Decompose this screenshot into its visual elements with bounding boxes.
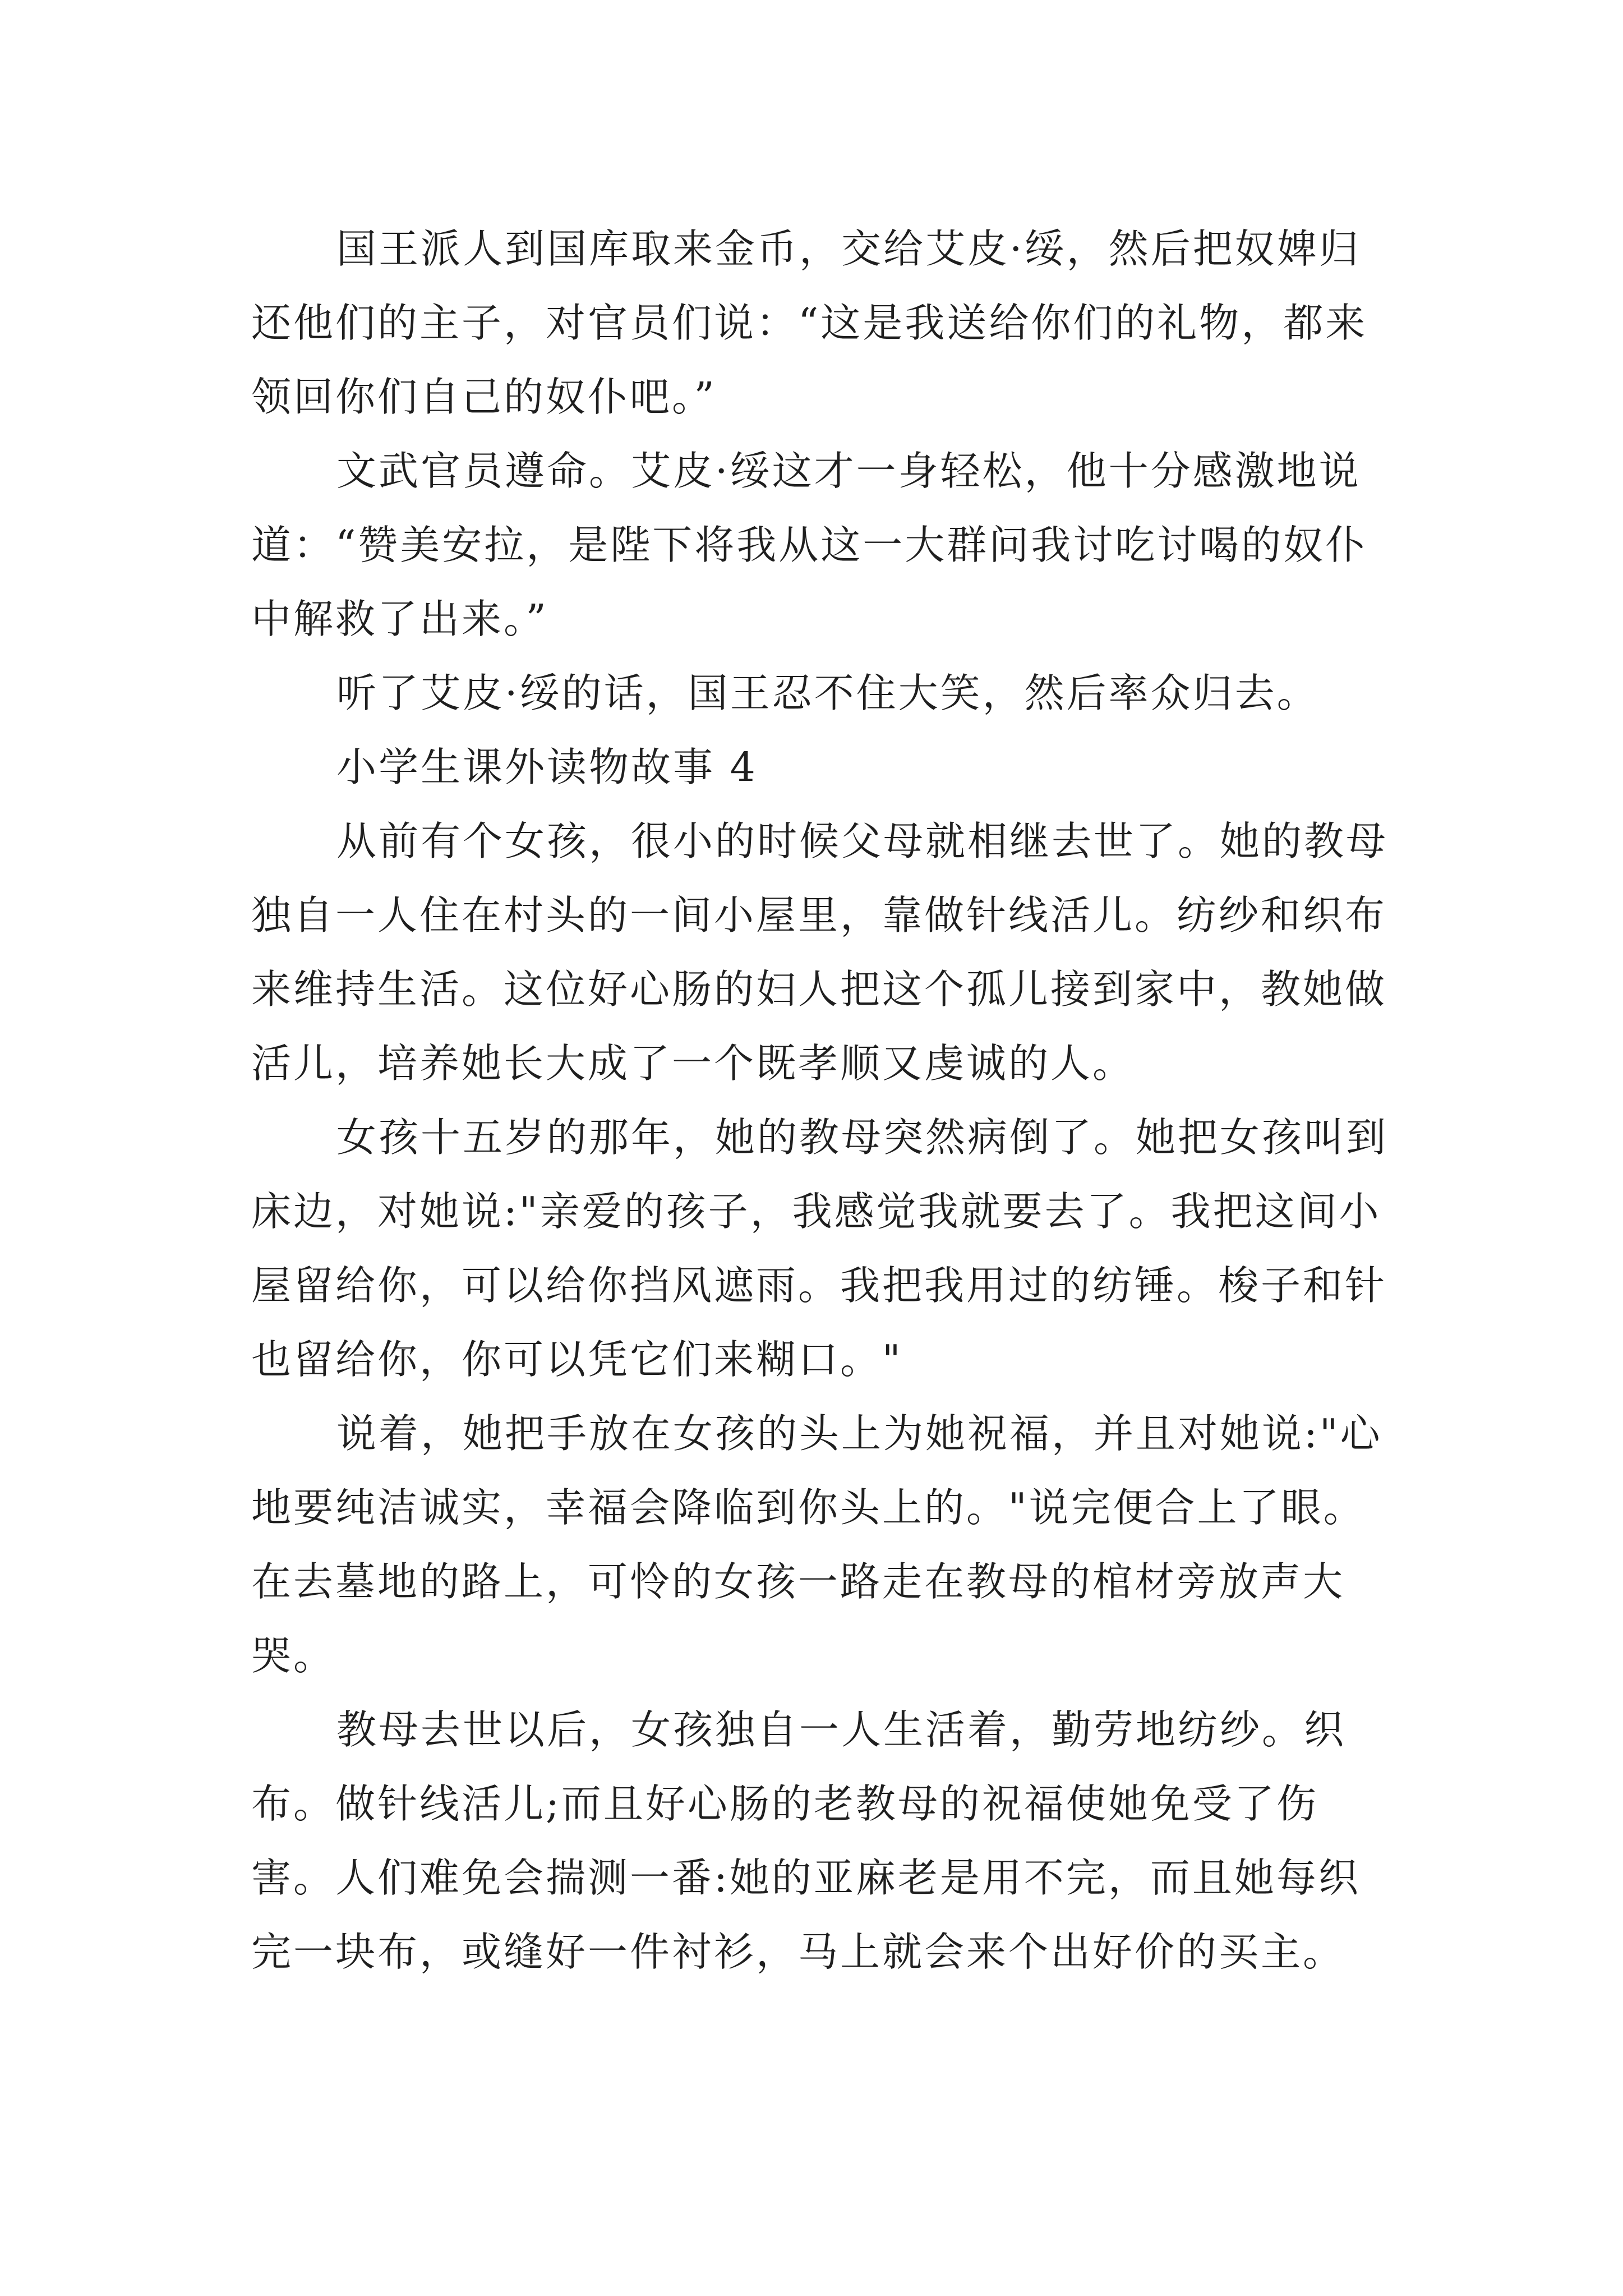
paragraph-godmother-ill: 女孩十五岁的那年，她的教母突然病倒了。她把女孩叫到床边，对她说:"亲爱的孩子，我感觉我就要去了。我把这间小屋留给你，可以给你挡风遮雨。我把我用过的纺锤。梭子和针也留给你，你可以凭它们来糊口。" [251, 1114, 1389, 1383]
paragraph-officials-obey: 文武官员遵命。艾皮·绥这才一身轻松，他十分感激地说道：“赞美安拉，是陛下将我从这一大群问我讨吃讨喝的奴仆中解救了出来。” [251, 448, 1368, 642]
document-body [251, 212, 1395, 1989]
paragraph-king-laughs: 听了艾皮·绥的话，国王忍不住大笑，然后率众归去。 [336, 670, 1319, 716]
paragraph-orphan-girl: 从前有个女孩，很小的时候父母就相继去世了。她的教母独自一人住在村头的一间小屋里，靠做针线活儿。纺纱和织布来维持生活。这位好心肠的妇人把这个孤儿接到家中，教她做活儿，培养她长大成了一个既孝顺又虔诚的人。 [251, 818, 1389, 1087]
section-title: 小学生课外读物故事 4 [336, 744, 758, 790]
paragraph-gold-coins: 国王派人到国库取来金币，交给艾皮·绥，然后把奴婢归还他们的主子，对官员们说：“这是我送给你们的礼物，都来领回你们自己的奴仆吧。” [251, 226, 1368, 420]
paragraph-after-death: 教母去世以后，女孩独自一人生活着，勤劳地纺纱。织布。做针线活儿;而且好心肠的老教母的祝福使她免受了伤害。人们难免会揣测一番:她的亚麻老是用不完，而且她每织完一块布，或缝好一件衬衫，马上就会来个出好价的买主。 [251, 1706, 1361, 1975]
paragraph-blessing: 说着，她把手放在女孩的头上为她祝福，并且对她说:"心地要纯洁诚实，幸福会降临到你头上的。"说完便合上了眼。在去墓地的路上，可怜的女孩一路走在教母的棺材旁放声大哭。 [251, 1410, 1382, 1679]
